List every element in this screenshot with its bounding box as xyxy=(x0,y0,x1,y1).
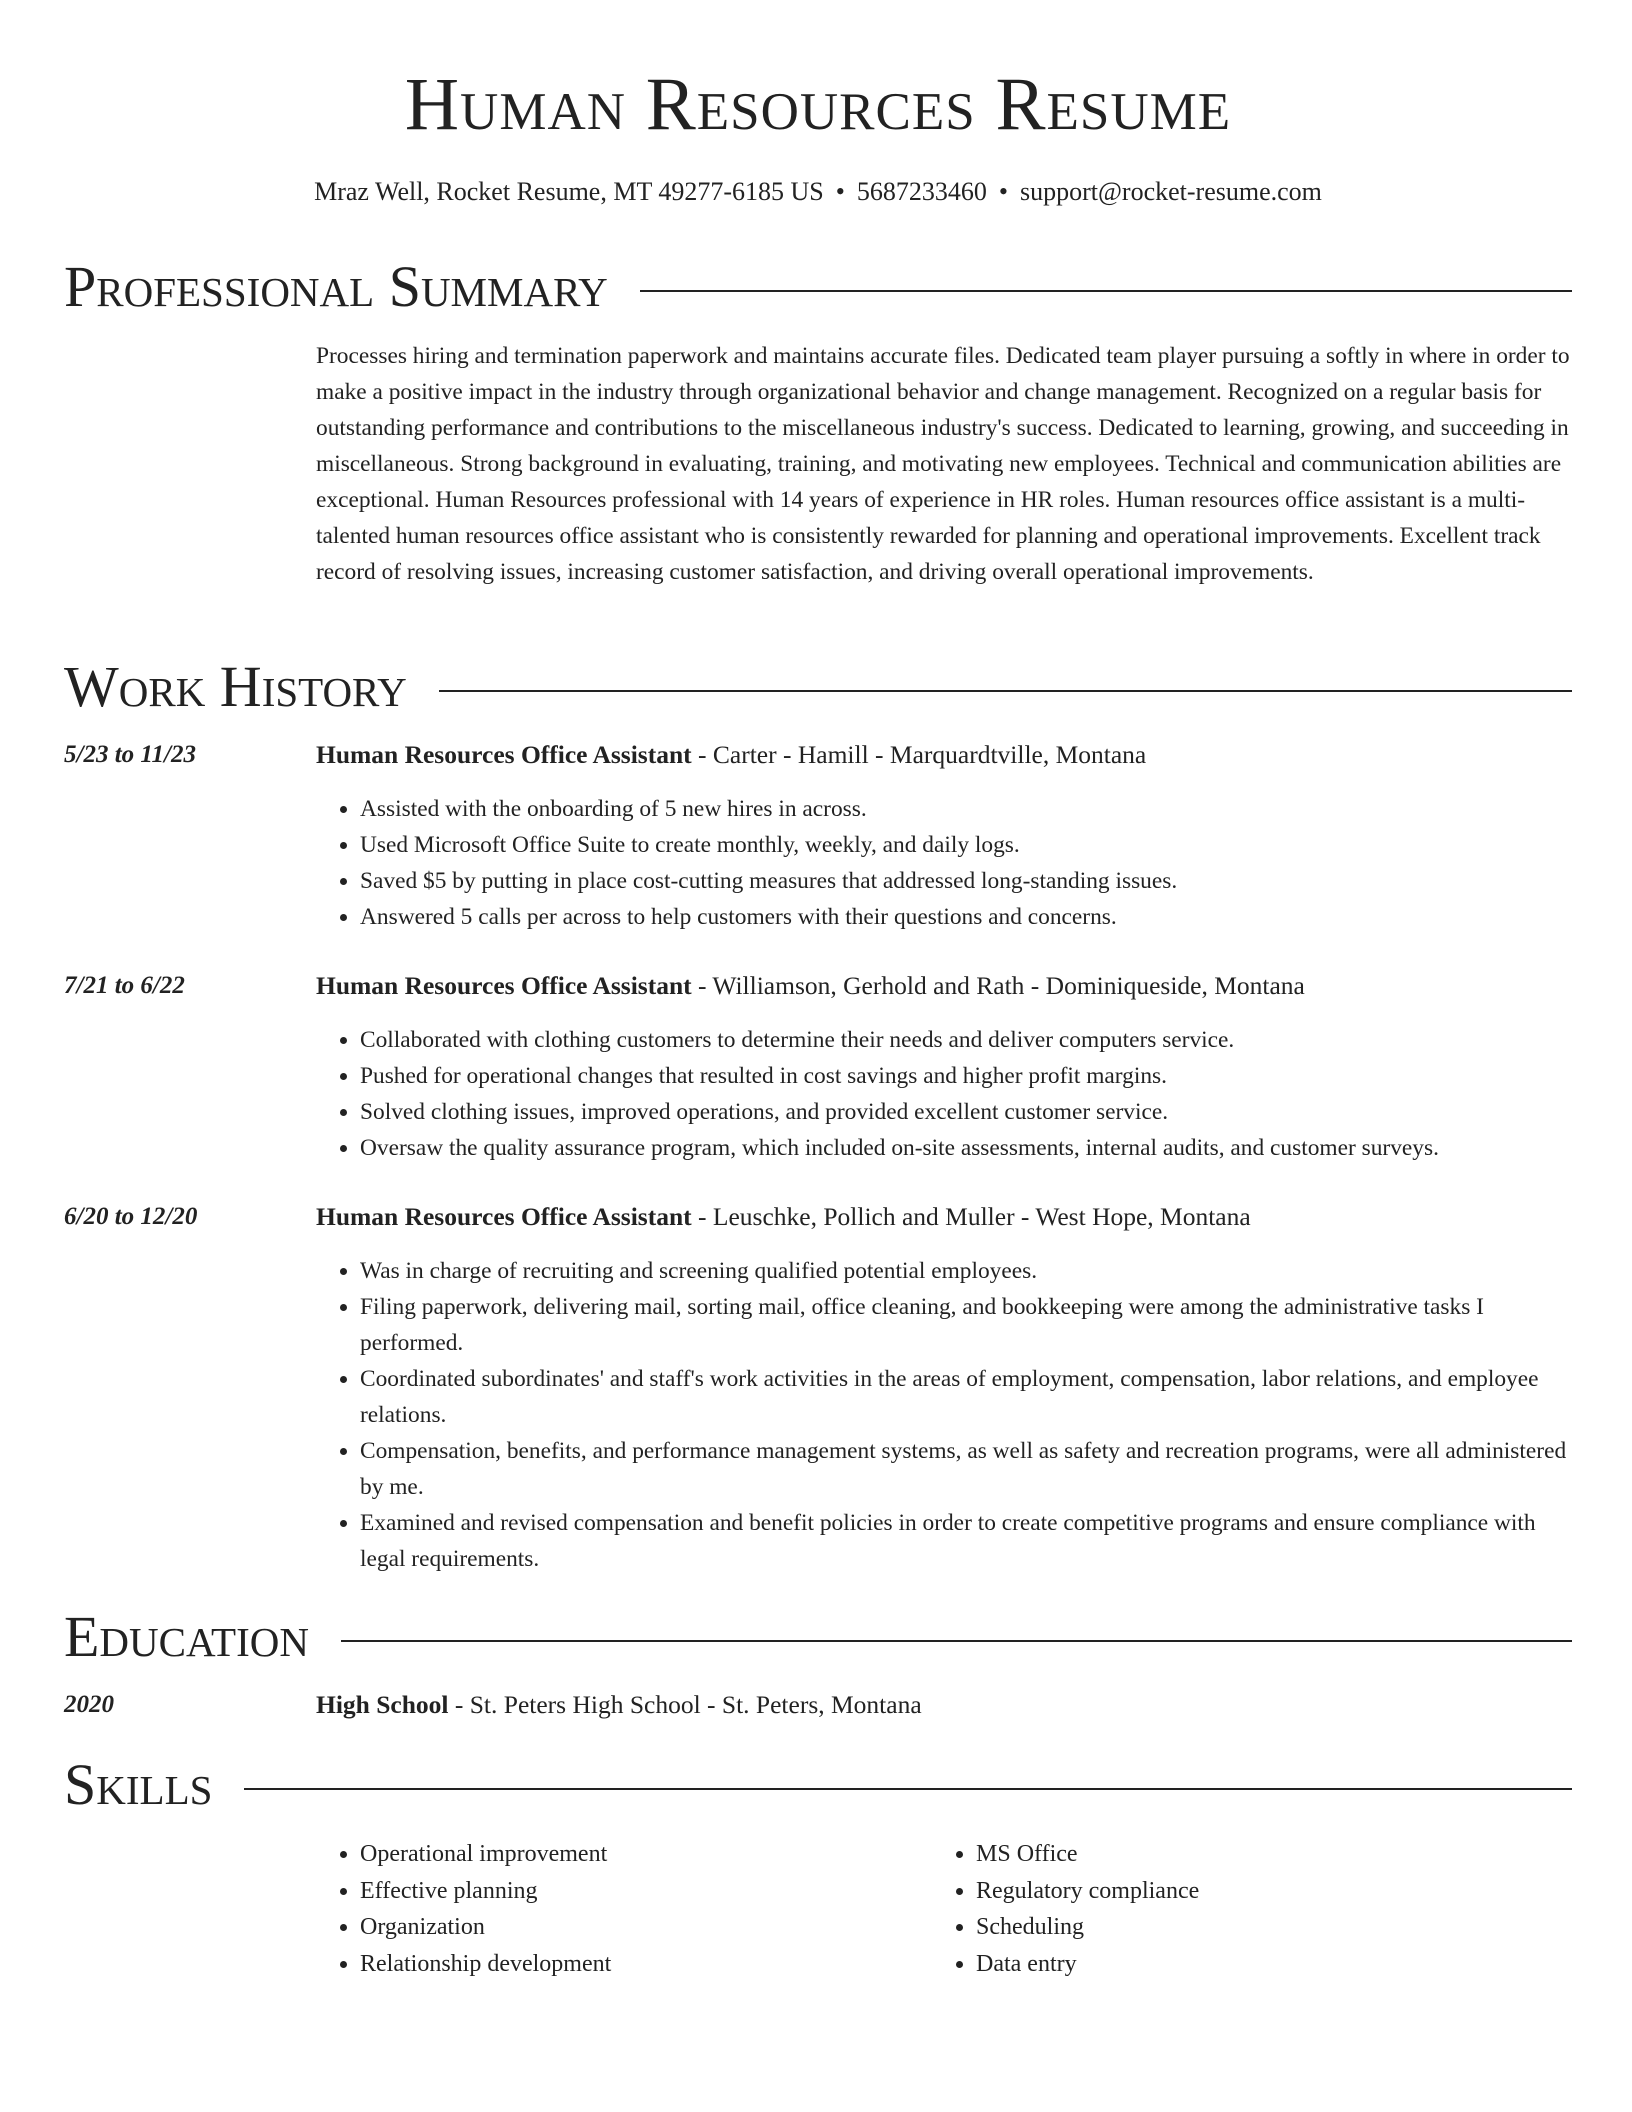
skill-item: • Operational improvement xyxy=(360,1836,920,1873)
job-title: Human Resources Office Assistant xyxy=(316,971,692,1000)
contact-separator: • xyxy=(998,177,1008,206)
job-date: 6/20 to 12/20 xyxy=(64,1203,198,1230)
list-item: • Coordinated subordinates' and staff's work activities in the areas of employment, compensation, labor relations, and employee relations. xyxy=(360,1361,1572,1433)
list-item: • Was in charge of recruiting and screening qualified potential employees. xyxy=(360,1253,1572,1289)
section-header-education xyxy=(64,1602,1572,1672)
job-details: - Leuschke, Pollich and Muller - West Hope, Montana xyxy=(691,1202,1251,1231)
list-item: • Saved $5 by putting in place cost-cutting measures that addressed long-standing issues. xyxy=(360,863,1572,899)
section-divider xyxy=(439,690,1572,692)
job-details: - Williamson, Gerhold and Rath - Dominiqueside, Montana xyxy=(691,971,1305,1000)
section-title: Skills xyxy=(64,1752,213,1817)
job-title: Human Resources Office Assistant xyxy=(316,1202,692,1231)
skill-item: • Effective planning xyxy=(360,1873,920,1910)
job-bullets xyxy=(316,1253,1572,1577)
section-header-summary xyxy=(64,252,1572,322)
section-divider xyxy=(244,1788,1572,1790)
section-header-skills xyxy=(64,1750,1572,1820)
job-bullets xyxy=(316,791,1572,935)
job-heading xyxy=(316,968,1572,1004)
job-heading xyxy=(316,1199,1572,1235)
summary-text: Processes hiring and termination paperwork and maintains accurate files. Dedicated team player pursuing a softly in where in order to make a positive impact in the industry through organizational behavior and change management. Recognized on a regular basis for outstanding performance and contributions to the miscellaneous industry's success. Dedicated to learning, growing, and succeeding in miscellaneous. Strong background in evaluating, training, and motivating new employees. Technical and communication abilities are exceptional. Human Resources professional with 14 years of experience in HR roles. Human resources office assistant is a multi-talented human resources office assistant who is consistently rewarded for planning and operational improvements. Excellent track record of resolving issues, increasing customer satisfaction, and driving overall operational improvements. xyxy=(316,343,1570,585)
skill-item: • Scheduling xyxy=(976,1909,1576,1946)
education-details: - St. Peters High School - St. Peters, Montana xyxy=(448,1690,922,1719)
contact-phone: 5687233460 xyxy=(856,177,987,206)
section-title: Professional Summary xyxy=(64,254,608,319)
section-divider xyxy=(640,290,1572,292)
list-item: • Compensation, benefits, and performance management systems, as well as safety and recreation programs, were all administered by me. xyxy=(360,1433,1572,1505)
list-item: • Answered 5 calls per across to help customers with their questions and concerns. xyxy=(360,899,1572,935)
section-divider xyxy=(341,1640,1572,1642)
contact-email: support@rocket-resume.com xyxy=(1019,177,1322,206)
education-degree: High School xyxy=(316,1690,449,1719)
list-item: • Filing paperwork, delivering mail, sorting mail, office cleaning, and bookkeeping were among the administrative tasks I performed. xyxy=(360,1289,1572,1361)
section-header-work xyxy=(64,652,1572,722)
skills-list-left xyxy=(316,1836,920,1982)
list-item: • Solved clothing issues, improved operations, and provided excellent customer service. xyxy=(360,1094,1572,1130)
section-title: Work History xyxy=(64,654,407,719)
skill-item: • MS Office xyxy=(976,1836,1576,1873)
job-date: 7/21 to 6/22 xyxy=(64,972,185,999)
education-heading xyxy=(316,1687,1572,1723)
section-title: Education xyxy=(64,1604,309,1669)
contact-address: Mraz Well, Rocket Resume, MT 49277-6185 US xyxy=(314,177,824,206)
contact-separator: • xyxy=(835,177,845,206)
list-item: • Assisted with the onboarding of 5 new hires in across. xyxy=(360,791,1572,827)
contact-line xyxy=(64,174,1572,210)
job-date: 5/23 to 11/23 xyxy=(64,741,196,768)
list-item: • Collaborated with clothing customers to determine their needs and deliver computers service. xyxy=(360,1022,1572,1058)
education-date: 2020 xyxy=(64,1691,114,1718)
job-heading xyxy=(316,737,1572,773)
skill-item: • Organization xyxy=(360,1909,920,1946)
skill-item: • Regulatory compliance xyxy=(976,1873,1576,1910)
list-item: • Used Microsoft Office Suite to create monthly, weekly, and daily logs. xyxy=(360,827,1572,863)
job-bullets xyxy=(316,1022,1572,1166)
list-item: • Examined and revised compensation and benefit policies in order to create competitive programs and ensure compliance with legal requirements. xyxy=(360,1505,1572,1577)
skill-item: • Data entry xyxy=(976,1946,1576,1983)
list-item: • Pushed for operational changes that resulted in cost savings and higher profit margins. xyxy=(360,1058,1572,1094)
job-details: - Carter - Hamill - Marquardtville, Montana xyxy=(691,740,1147,769)
list-item: • Oversaw the quality assurance program, which included on-site assessments, internal audits, and customer surveys. xyxy=(360,1130,1572,1166)
skill-item: • Relationship development xyxy=(360,1946,920,1983)
resume-title: Human Resources Resume xyxy=(404,63,1232,146)
skills-list-right xyxy=(932,1836,1576,1982)
job-title: Human Resources Office Assistant xyxy=(316,740,692,769)
